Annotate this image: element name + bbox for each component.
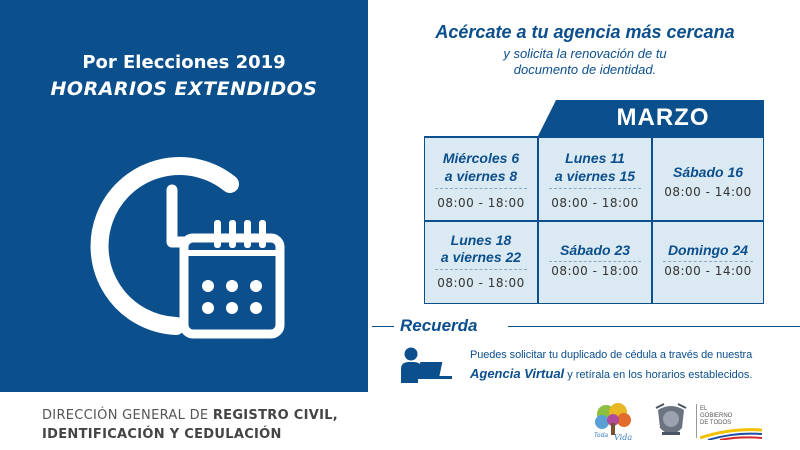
schedule-cell — [653, 222, 763, 303]
recuerda-line-left — [372, 326, 394, 327]
cell-divider — [435, 188, 527, 189]
reminder-text-2: Agencia Virtual y retírala en los horarios establecidos. — [470, 366, 753, 381]
gov-flag-stripes-icon — [700, 428, 762, 440]
footer-org-line2: IDENTIFICACIÓN Y CEDULACIÓN — [42, 427, 282, 442]
svg-text:Vida: Vida — [614, 433, 633, 442]
cell-day-line1: Sábado 23 — [559, 242, 631, 258]
computer-user-icon — [398, 345, 454, 385]
recuerda-label: Recuerda — [400, 316, 478, 335]
cell-hours: 08:00 - 14:00 — [664, 264, 752, 278]
cell-divider — [549, 188, 641, 189]
cell-day-line1: Miércoles 6 — [442, 150, 520, 166]
subline-1: y solicita la renovación de tu — [503, 46, 667, 61]
cell-divider — [435, 269, 527, 270]
month-label: MARZO — [616, 104, 710, 131]
cell-divider — [549, 261, 641, 262]
cell-day-line2: a viernes 8 — [444, 168, 518, 184]
schedule-cell — [539, 222, 651, 303]
cell-hours: 08:00 - 18:00 — [437, 276, 525, 290]
subline-2: documento de identidad. — [513, 62, 657, 77]
clock-calendar-icon — [80, 150, 300, 350]
cell-hours: 08:00 - 14:00 — [664, 185, 752, 199]
gov-text-3: DE TODOS — [700, 420, 732, 426]
cell-day-line1: Domingo 24 — [667, 242, 749, 258]
gov-text-1: EL — [700, 406, 708, 412]
cell-hours: 08:00 - 18:00 — [551, 264, 639, 278]
title-line1: Por Elecciones 2019 — [82, 52, 286, 73]
cell-day-line1: Lunes 18 — [450, 232, 512, 248]
agencia-virtual-link[interactable]: Agencia Virtual — [470, 366, 565, 381]
title-line2: HORARIOS EXTENDIDOS — [50, 78, 318, 100]
cell-hours: 08:00 - 18:00 — [437, 196, 525, 210]
cell-divider — [663, 261, 753, 262]
gov-text-2: GOBIERNO — [700, 413, 733, 419]
ecuador-seal-logo — [652, 402, 690, 442]
cell-day-line1: Sábado 16 — [672, 164, 744, 180]
headline: Acércate a tu agencia más cercana — [435, 22, 735, 42]
recuerda-line-right — [508, 326, 800, 327]
cell-day-line2: a viernes 22 — [440, 249, 522, 265]
cell-day-line2: a viernes 15 — [554, 168, 636, 184]
reminder-text-1: Puedes solicitar tu duplicado de cédula a través de nuestra — [470, 349, 753, 361]
footer-org-line1: DIRECCIÓN GENERAL DE REGISTRO CIVIL, — [42, 408, 339, 423]
toda-una-vida-logo — [588, 401, 638, 443]
cell-day-line1: Lunes 11 — [565, 150, 625, 166]
svg-text:Toda: Toda — [594, 432, 609, 439]
gobierno-logo — [696, 404, 764, 440]
cell-hours: 08:00 - 18:00 — [551, 196, 639, 210]
